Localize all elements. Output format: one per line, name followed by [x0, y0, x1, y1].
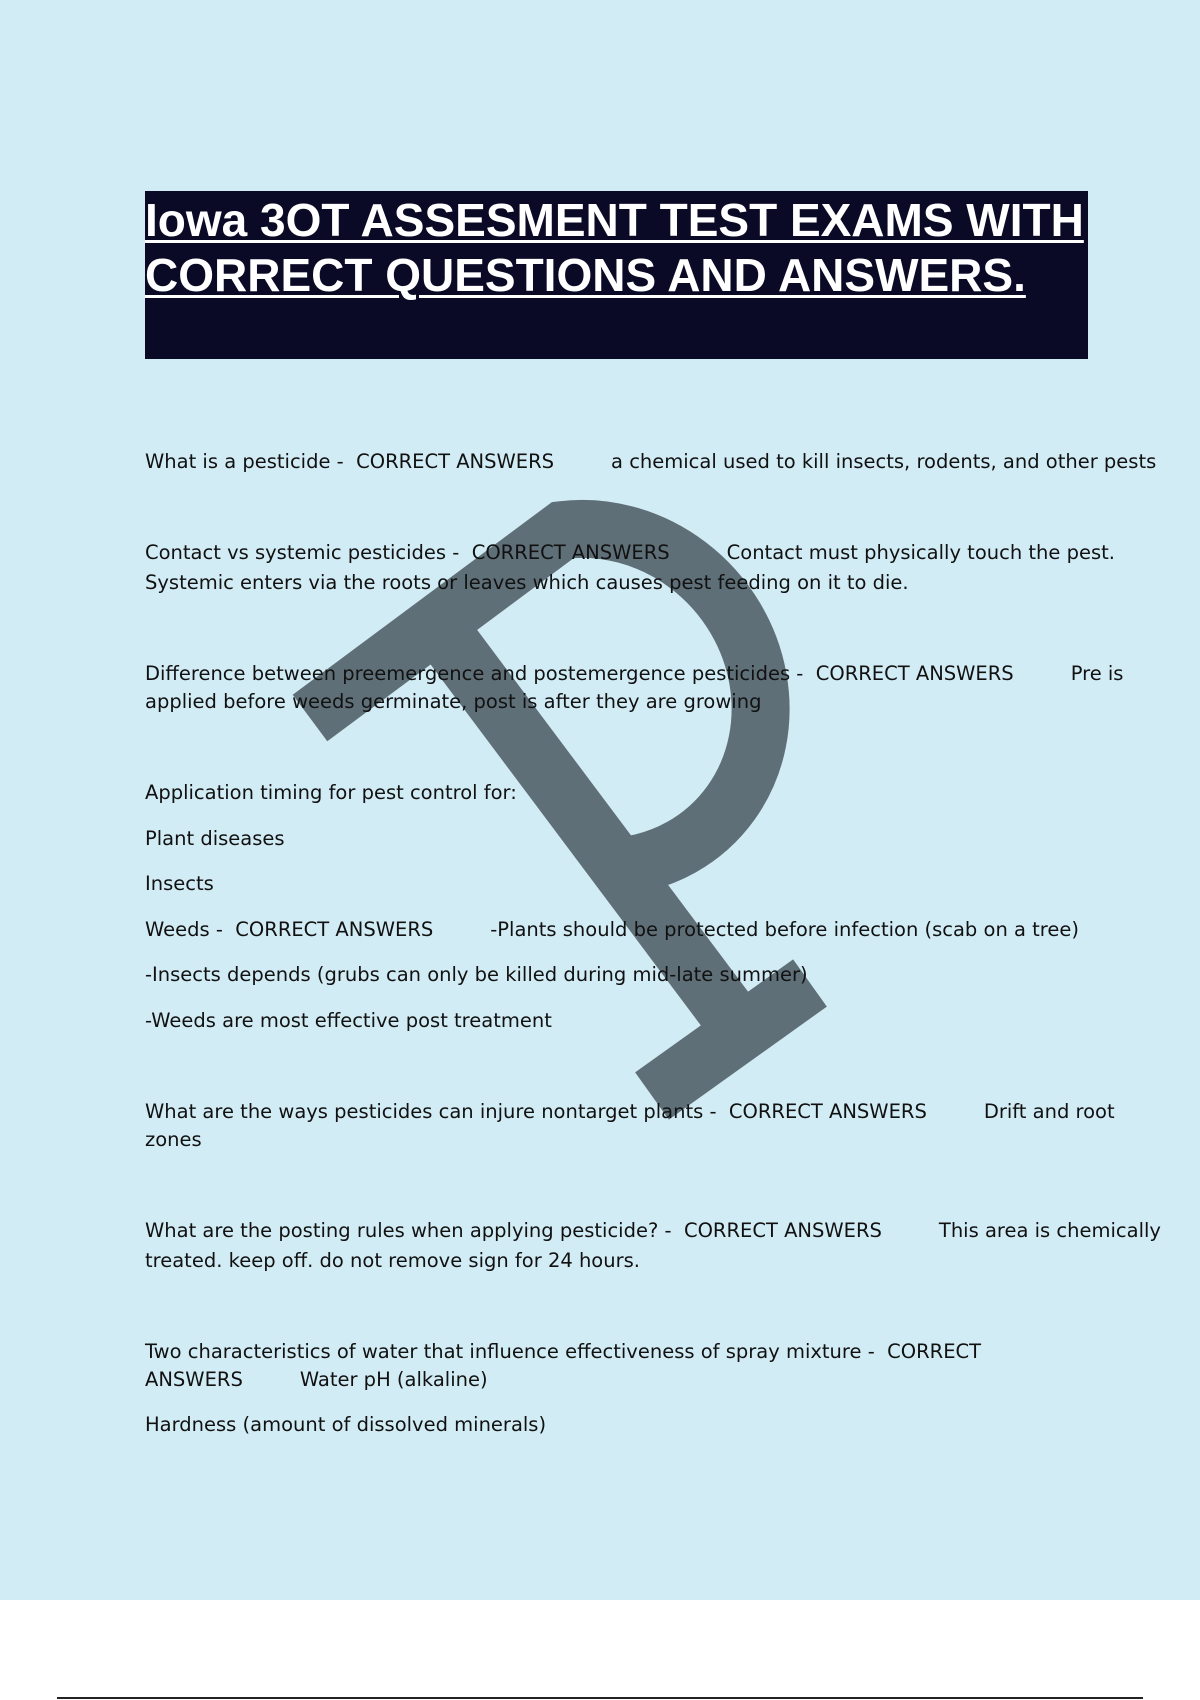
document-title: Iowa 3OT ASSESMENT TEST EXAMS WITH CORRECT QUESTIONS AND ANSWERS.: [145, 194, 1084, 301]
answer-text: Water pH (alkaline): [299, 1368, 488, 1391]
qa-item-1: [145, 447, 1157, 476]
answer-continued: applied before weeds germinate, post is after they are growing: [145, 690, 762, 713]
answer-text: a chemical used to kill insects, rodents, and other pests: [611, 450, 1157, 473]
answer-continued: treated. keep off. do not remove sign for 24 hours.: [145, 1249, 640, 1272]
answer-text: Pre is: [1070, 662, 1124, 685]
question-text: ANSWERS: [145, 1368, 243, 1391]
qa-item-3: [145, 659, 1124, 688]
qa-item-5: [145, 1097, 1115, 1126]
answer-continued: Systemic enters via the roots or leaves which causes pest feeding on it to die.: [145, 571, 909, 594]
question-text: Difference between preemergence and postemergence pesticides - CORRECT ANSWERS: [145, 662, 1014, 685]
answer-text: Drift and root: [983, 1100, 1115, 1123]
qa-item-7: Two characteristics of water that influence effectiveness of spray mixture - CORRECT: [145, 1340, 982, 1363]
answer-line: Hardness (amount of dissolved minerals): [145, 1413, 547, 1436]
answer-line: -Insects depends (grubs can only be killed during mid-late summer): [145, 963, 808, 986]
qa-item-6: [145, 1216, 1161, 1245]
answer-text: -Plants should be protected before infection (scab on a tree): [490, 918, 1079, 941]
question-text: What are the posting rules when applying pesticide? - CORRECT ANSWERS: [145, 1219, 882, 1242]
qa-item-7-continued: [145, 1365, 1085, 1394]
footer-divider: [57, 1697, 1143, 1699]
answer-text: This area is chemically: [938, 1219, 1161, 1242]
qa-item-2: [145, 538, 1115, 567]
question-text: What are the ways pesticides can injure nontarget plants - CORRECT ANSWERS: [145, 1100, 927, 1123]
answer-text: Contact must physically touch the pest.: [726, 541, 1115, 564]
question-text: Weeds - CORRECT ANSWERS: [145, 918, 434, 941]
question-line: Insects: [145, 872, 214, 895]
question-line: Plant diseases: [145, 827, 285, 850]
answer-continued: zones: [145, 1128, 202, 1151]
question-text: What is a pesticide - CORRECT ANSWERS: [145, 450, 555, 473]
question-text: Contact vs systemic pesticides - CORRECT ANSWERS: [145, 541, 670, 564]
question-line: Application timing for pest control for:: [145, 781, 517, 804]
answer-line: -Weeds are most effective post treatment: [145, 1009, 552, 1032]
qa-item-4: [145, 915, 1085, 944]
